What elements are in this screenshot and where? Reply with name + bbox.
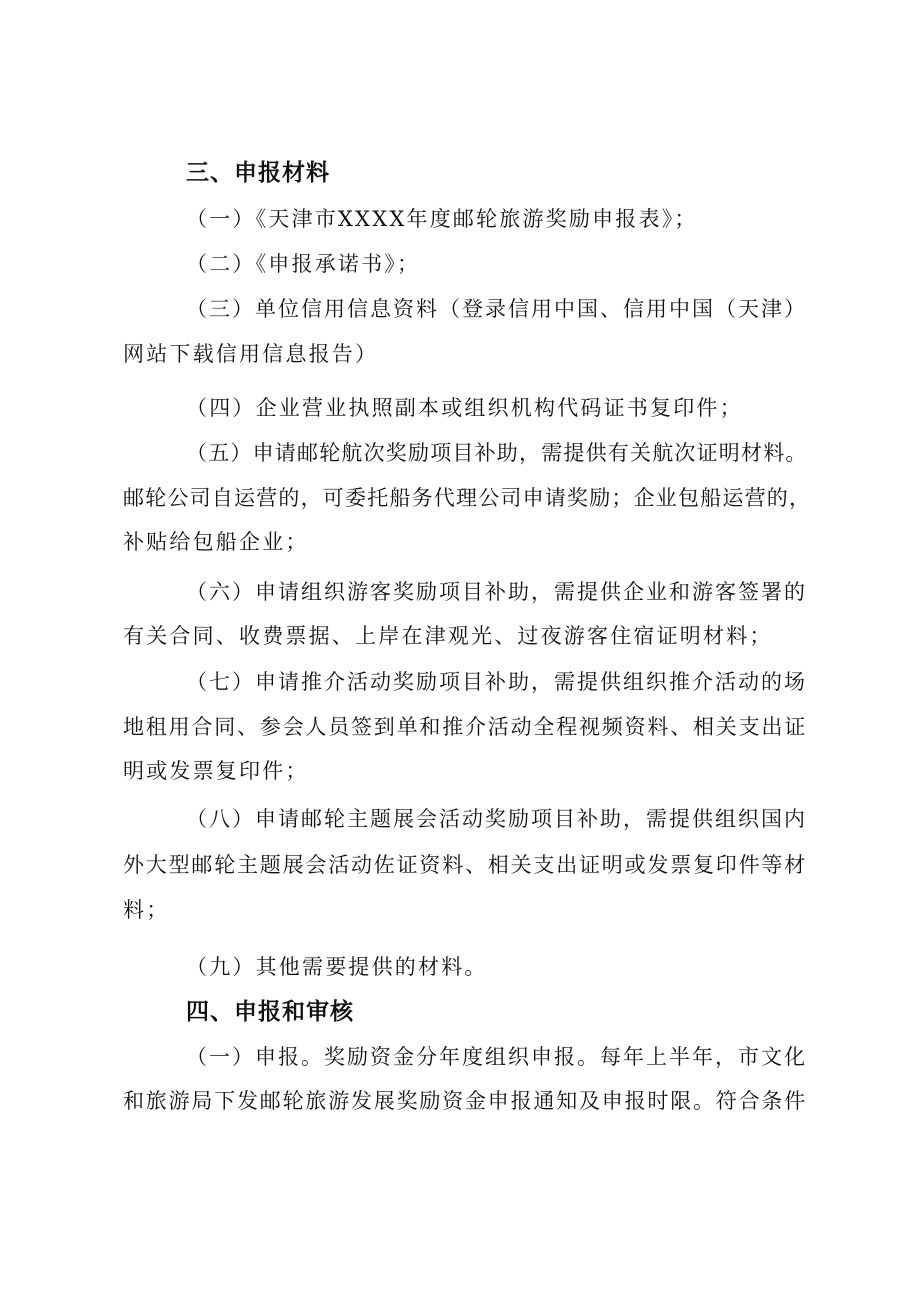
item-5-line-1: （五）申请邮轮航次奖励项目补助，需提供有关航次证明材料。 — [186, 441, 808, 465]
item-7-line-3: 明或发票复印件； — [123, 759, 309, 783]
item-8-line-3: 料； — [123, 898, 170, 922]
item-1-line-1: （一）《天津市XXXX年度邮轮旅游奖励申报表》； — [186, 207, 698, 231]
item-7-line-1: （七）申请推介活动奖励项目补助，需提供组织推介活动的场 — [186, 670, 807, 694]
review-item-1-line-1: （一）申报。奖励资金分年度组织申报。每年上半年，市文化 — [186, 1045, 807, 1069]
item-9-line-1: （九）其他需要提供的材料。 — [186, 955, 488, 979]
item-3-line-1: （三）单位信用信息资料（登录信用中国、信用中国（天津） — [186, 297, 807, 321]
item-8-line-1: （八）申请邮轮主题展会活动奖励项目补助，需提供组织国内 — [186, 807, 807, 831]
item-3-line-2: 网站下载信用信息报告） — [123, 342, 379, 366]
review-item-1-line-2: 和旅游局下发邮轮旅游发展奖励资金申报通知及申报时限。符合条件 — [123, 1089, 807, 1113]
item-2-line-1: （二）《申报承诺书》； — [186, 252, 421, 276]
item-6-line-1: （六）申请组织游客奖励项目补助，需提供企业和游客签署的 — [186, 580, 807, 604]
item-5-line-3: 补贴给包船企业； — [123, 530, 309, 554]
item-7-line-2: 地租用合同、参会人员签到单和推介活动全程视频资料、相关支出证 — [123, 715, 807, 739]
item-4-line-1: （四）企业营业执照副本或组织机构代码证书复印件； — [186, 396, 743, 420]
item-5-line-2: 邮轮公司自运营的，可委托船务代理公司申请奖励；企业包船运营的， — [123, 486, 812, 510]
item-8-line-2: 外大型邮轮主题展会活动佐证资料、相关支出证明或发票复印件等材 — [123, 853, 807, 877]
section-heading-review: 四、申报和审核 — [186, 999, 354, 1025]
section-heading-materials: 三、申报材料 — [186, 160, 330, 186]
item-6-line-2: 有关合同、收费票据、上岸在津观光、过夜游客住宿证明材料； — [123, 624, 773, 648]
